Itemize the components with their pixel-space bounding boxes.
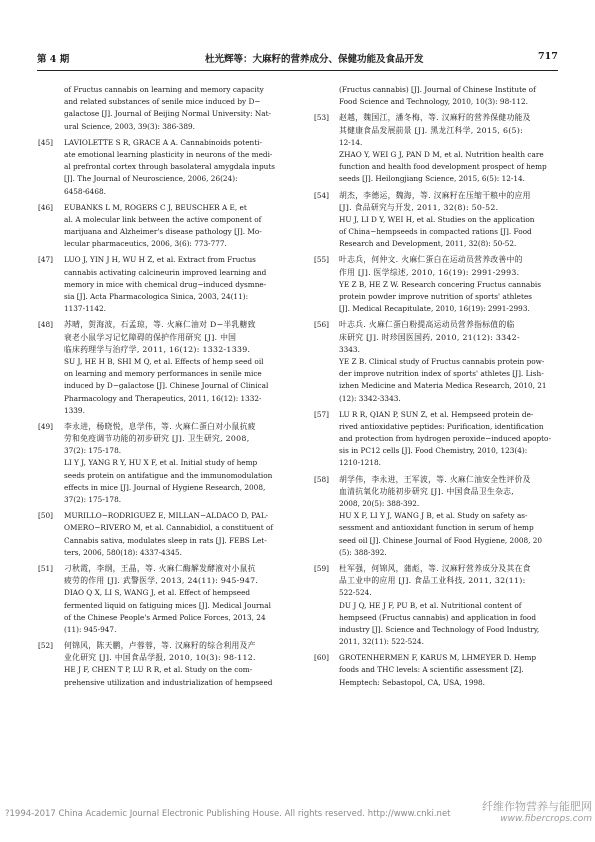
watermark-url: www.fibercrops.com <box>500 814 592 824</box>
right-column <box>314 84 562 693</box>
reference-line: 苏晴，贺海波，石孟琼，等. 火麻仁油对 D−半乳糖致 <box>64 320 256 330</box>
reference-line: memory in mice with chemical drug−induced dysmne- <box>64 279 267 289</box>
issue-label: 第 4 期 <box>37 54 70 65</box>
reference-line: 37(2): 175-178. <box>64 446 122 456</box>
reference-line: marijuana and Alzheimer's disease pathology [J]. Mo- <box>64 227 262 237</box>
reference-line: LAVIOLETTE S R, GRACE A A. Cannabinoids potenti- <box>64 137 262 147</box>
reference-line: al prefrontal cortex through basolateral amygdala inputs <box>64 162 276 172</box>
reference-line: 3343. <box>339 344 360 354</box>
reference-line: protein powder improve nutrition of sports' athletes <box>339 292 533 301</box>
reference-number: [45] <box>38 137 53 147</box>
reference-line: der improve nutrition index of sports' athletes [J]. Lish- <box>339 369 544 379</box>
reference-line: foods and THC levels: A scientific assessment [Z]. <box>339 665 524 675</box>
reference-line: effects in mice [J]. Journal of Hygiene Research, 2008, <box>64 482 266 492</box>
reference-line: (Fructus cannabis) [J]. Journal of Chinese Institute of <box>339 85 536 94</box>
reference-line: sessment and antioxidant function in serum of hemp <box>339 523 534 533</box>
reference-line: LUO J, YIN J H, WU H Z, et al. Extract from Fructus <box>64 255 256 265</box>
reference-number: [48] <box>38 320 53 330</box>
left-column <box>38 84 292 693</box>
reference-line: 12-14. <box>339 137 363 147</box>
reference-entry <box>38 319 292 417</box>
reference-line: 2011, 32(11): 522-524. <box>339 637 424 647</box>
reference-line: 胡杰，李德运，魏海，等. 汉麻籽在压缩干粮中的应用 <box>339 190 531 200</box>
reference-entry <box>64 84 292 133</box>
reference-line: 37(2): 175-178. <box>64 495 122 504</box>
reference-line: sia [J]. Acta Pharmacologica Sinica, 2003, 24(11): <box>64 292 249 301</box>
reference-line: Hemptech: Sebastopol, CA, USA, 1998. <box>339 677 485 687</box>
reference-entry <box>314 112 562 185</box>
reference-line: 6458-6468. <box>64 186 106 196</box>
reference-entry <box>38 137 292 198</box>
reference-entry <box>38 640 292 689</box>
reference-line: ural Science, 2003, 39(3): 386-389. <box>64 121 195 131</box>
reference-line: 李永进，杨晓悦，息学伟，等. 火麻仁蛋白对小鼠抗疲 <box>64 421 256 431</box>
reference-entry <box>38 510 292 559</box>
reference-line: HU J, LI D Y, WEI H, et al. Studies on the application <box>339 214 535 224</box>
reference-line: (5): 388-392. <box>339 547 387 557</box>
reference-number: [47] <box>38 255 53 265</box>
reference-line: Food Science and Technology, 2010, 10(3): 98-112. <box>339 97 528 107</box>
reference-line: YE Z B. Clinical study of Fructus cannabis protein pow- <box>339 356 545 366</box>
reference-line: YE Z B, HE Z W. Research concering Fructus cannabis <box>339 279 541 289</box>
reference-line: ters, 2006, 580(18): 4337-4345. <box>64 547 182 557</box>
reference-line: sis in PC12 cells [J]. Food Chemistry, 2010, 123(4): <box>339 446 528 456</box>
reference-line: 床研究 [J]. 时珍国医国药, 2010, 21(12): 3342- <box>339 332 520 342</box>
reference-line: (11): 945-947. <box>64 624 117 634</box>
reference-line: [J]. Medical Recapitulate, 2010, 16(19): 2991-2993. <box>339 304 530 314</box>
reference-line: rived antioxidative peptides: Purification, identification <box>339 421 544 431</box>
reference-line: OMERO−RIVERO M, et al. Cannabidiol, a constituent of <box>64 523 274 533</box>
reference-number: [53] <box>314 113 329 123</box>
reference-line: induced by D−galactose [J]. Chinese Journal of Clinical <box>64 381 269 391</box>
reference-line: Cannabis sativa, modulates sleep in rats [J]. FEBS Let- <box>64 535 267 545</box>
reference-line: 何锦风，陈天鹏，卢蓉蓉，等. 汉麻籽的综合利用及产 <box>64 641 256 651</box>
reference-line: of Fructus cannabis on learning and memory capacity <box>64 85 264 94</box>
reference-line: seeds [J]. Heilongjiang Science, 2015, 6(5): 12-14. <box>339 174 525 184</box>
reference-line: HU X F, LI Y J, WANG J B, et al. Study on safety as- <box>339 511 528 521</box>
reference-line: seed oil [J]. Chinese Journal of Food Hygiene, 2008, 20 <box>339 535 543 545</box>
reference-entry <box>314 563 562 648</box>
reference-number: [59] <box>314 563 329 573</box>
reference-line: 1339. <box>64 405 85 415</box>
reference-line: 赵越，魏国江，潘冬梅，等. 汉麻籽的营养保健功能及 <box>339 113 531 123</box>
reference-line: 1137-1142. <box>64 304 106 314</box>
reference-line: 衰老小鼠学习记忆障碍的保护作用研究 [J]. 中国 <box>64 332 237 342</box>
reference-entry <box>38 254 292 315</box>
reference-number: [50] <box>38 511 53 521</box>
reference-line: DU J Q, HE J F, PU B, et al. Nutritional content of <box>339 600 522 610</box>
page-number: 717 <box>538 51 558 62</box>
reference-line: ZHAO Y, WEI G J, PAN D M, et al. Nutrition health care <box>339 149 544 159</box>
reference-entry <box>314 254 562 315</box>
reference-number: [52] <box>38 641 53 651</box>
watermark <box>480 798 592 824</box>
reference-line: hempseed (Fructus cannabis) and application in food <box>339 612 536 622</box>
reference-line: izhen Medicine and Materia Medica Research, 2010, 21 <box>339 381 547 391</box>
reference-number: [54] <box>314 190 329 200</box>
reference-entry <box>314 190 562 251</box>
reference-line: fermented liquid on fatiguing mices [J]. Medical Journal <box>64 600 271 610</box>
reference-line: 其健康食品发展前景 [J]. 黑龙江科学, 2015, 6(5): <box>339 125 524 135</box>
reference-entry <box>314 319 562 404</box>
reference-line: 叶志兵. 火麻仁蛋白粉提高运动员营养指标值的临 <box>339 320 515 330</box>
watermark-cn: 纤维作物营养与能肥网 <box>482 800 592 813</box>
copyright-footer: ?1994-2017 China Academic Journal Electronic Publishing House. All rights reserved. http://www.cnki.net <box>5 809 451 819</box>
reference-number: [58] <box>314 474 329 484</box>
reference-line: 522-524. <box>339 588 372 598</box>
reference-line: DIAO Q X, LI S, WANG J, et al. Effect of hempseed <box>64 588 251 598</box>
reference-line: [J]. 食品研究与开发, 2011, 32(8): 50-52. <box>339 202 499 212</box>
reference-line: Pharmacology and Therapeutics, 2011, 16(12): 1332- <box>64 393 262 403</box>
reference-line: 作用 [J]. 医学综述, 2010, 16(19): 2991-2993. <box>339 267 520 277</box>
reference-entry <box>38 563 292 636</box>
reference-line: galactose [J]. Journal of Beijing Normal University: Nat- <box>64 109 272 119</box>
reference-number: [60] <box>314 653 329 663</box>
reference-line: of the Chinese People's Armed Police Forces, 2013, 24 <box>64 612 266 622</box>
reference-line: 业化研究 [J]. 中国食品学报, 2010, 10(3): 98-112. <box>64 653 256 663</box>
reference-line: 品工业中的应用 [J]. 食品工业科技, 2011, 32(11): <box>339 576 526 586</box>
reference-entry <box>314 652 562 689</box>
reference-line: ate emotional learning plasticity in neurons of the medi- <box>64 149 273 159</box>
header-rule <box>37 70 558 71</box>
reference-entry <box>314 409 562 470</box>
reference-line: function and health food development prospect of hemp <box>339 162 547 172</box>
reference-number: [55] <box>314 255 329 265</box>
reference-line: cannabis activating calcineurin improved learning and <box>64 267 267 277</box>
reference-line: 刁秋霞，李纲，王晶，等. 火麻仁酶解发酵液对小鼠抗 <box>64 563 256 573</box>
reference-line: 疲劳的作用 [J]. 武警医学, 2013, 24(11): 945-947. <box>64 576 259 586</box>
reference-entry <box>38 202 292 251</box>
reference-line: and related substances of senile mice induced by D− <box>64 97 261 107</box>
reference-line: on learning and memory performances in senile mice <box>64 369 262 379</box>
reference-entry <box>339 84 562 108</box>
reference-line: 1210-1218. <box>339 458 381 468</box>
reference-line: MURILLO−RODRIGUEZ E, MILLAN−ALDACO D, PAL- <box>64 511 269 521</box>
reference-line: 劳和免疫调节功能的初步研究 [J]. 卫生研究, 2008, <box>64 434 250 444</box>
reference-line: LU R R, QIAN P, SUN Z, et al. Hempseed protein de- <box>339 409 534 419</box>
reference-entry <box>38 421 292 506</box>
reference-line: Research and Development, 2011, 32(8): 50-52. <box>339 239 517 249</box>
reference-line: of China−hempseeds in compacted rations [J]. Food <box>339 227 532 237</box>
reference-line: industry [J]. Science and Technology of Food Industry, <box>339 624 540 634</box>
reference-line: GROTENHERMEN F, KARUS M, LHMEYER D. Hemp <box>339 653 537 663</box>
reference-line: 临床药理学与治疗学, 2011, 16(12): 1332-1339. <box>64 344 251 354</box>
reference-line: 杜军强，何锦风，蒲彪，等. 汉麻籽营养成分及其在食 <box>339 563 531 573</box>
reference-line: 血清抗氧化功能初步研究 [J]. 中国食品卫生杂志, <box>339 486 515 496</box>
reference-number: [46] <box>38 202 53 212</box>
reference-line: seeds protein on antifatigue and the immunomodulation <box>64 470 273 480</box>
reference-line: EUBANKS L M, ROGERS C J, BEUSCHER A E, et <box>64 202 247 212</box>
reference-line: lecular pharmaceutics, 2006, 3(6): 773-777. <box>64 239 227 249</box>
running-title: 杜光辉等：大麻籽的营养成分、保健功能及食品开发 <box>205 54 424 65</box>
reference-entry <box>314 474 562 559</box>
reference-line: [J]. The Journal of Neuroscience, 2006, 26(24): <box>64 174 238 184</box>
reference-number: [51] <box>38 563 53 573</box>
reference-number: [57] <box>314 409 329 419</box>
reference-line: al. A molecular link between the active component of <box>64 214 262 224</box>
reference-line: HE J F, CHEN T P, LU R R, et al. Study on the com- <box>64 665 253 675</box>
reference-line: SU J, HE H B, SHI M Q, et al. Effects of hemp seed oil <box>64 356 264 366</box>
reference-line: 2008, 20(5): 388-392. <box>339 499 420 508</box>
reference-number: [56] <box>314 320 329 330</box>
reference-line: and protection from hydrogen peroxide−induced apopto- <box>339 434 551 444</box>
reference-line: LI Y J, YANG R Y, HU X F, et al. Initial study of hemp <box>64 458 258 468</box>
reference-line: (12): 3342-3343. <box>339 393 401 403</box>
reference-line: 胡学伟，李永进，王军波，等. 火麻仁油安全性评价及 <box>339 474 531 484</box>
reference-line: prehensive utilization and industrialization of hempseed <box>64 677 273 687</box>
reference-number: [49] <box>38 421 53 431</box>
reference-line: 叶志兵，何仲文. 火麻仁蛋白在运动员营养改善中的 <box>339 255 523 265</box>
